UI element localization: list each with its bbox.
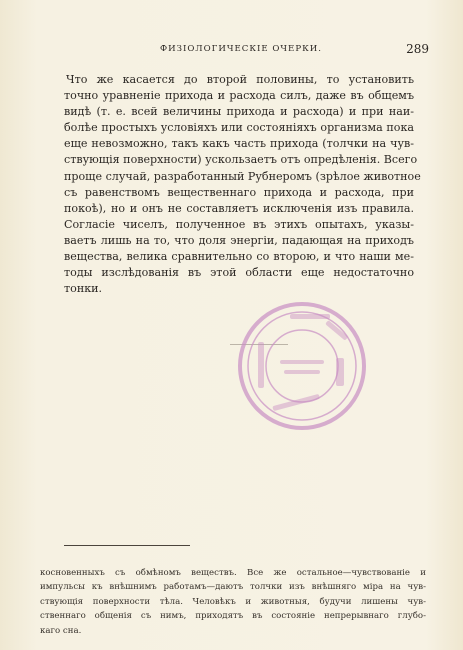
text-line: точно уравненіе прихода и расхода силъ, даже въ общемъ — [64, 89, 414, 103]
text-line: съ равенствомъ вещественнаго прихода и расхода, при — [64, 185, 414, 199]
running-title: ФИЗІОЛОГИЧЕСКІЕ ОЧЕРКИ. — [160, 44, 322, 54]
footnote-line: ствующія поверхности тѣла. Человѣкъ и животныя, будучи лишены чув- — [40, 596, 426, 607]
text-line: тонки. — [64, 282, 103, 296]
footnote-line: импульсы къ внѣшнимъ работамъ—даютъ толчки изъ внѣшняго міра на чув- — [40, 582, 426, 593]
text-line: Что же касается до второй половины, то установить — [66, 73, 414, 86]
text-line: покоѣ), но и онъ не составляетъ исключенія изъ правила. — [64, 201, 414, 215]
text-line: тоды изслѣдованія въ этой области еще недостаточно — [64, 266, 414, 280]
text-line: еще невозможно, такъ какъ часть прихода (толчки на чув- — [64, 137, 414, 151]
text-line: видѣ (т. е. всей величины прихода и расхода) и при наи- — [64, 105, 414, 119]
text-line: вещества, велика сравнительно со второю, и что наши ме- — [64, 250, 414, 264]
page-header — [56, 42, 429, 58]
text-line: болѣе простыхъ условіяхъ или состояніяхъ организма пока — [64, 121, 414, 135]
text-line: ваетъ лишь на то, что доля энергіи, падающая на приходъ — [64, 233, 414, 247]
footnote — [40, 566, 426, 638]
text-line: проще случай, разработанный Рубнеромъ (зрѣлое животное — [64, 169, 421, 183]
library-stamp-icon — [232, 296, 372, 436]
footnote-line: косновенныхъ съ обмѣномъ веществъ. Все же остальное—чувствованіе и — [40, 568, 426, 578]
footnote-line: каго сна. — [40, 625, 82, 636]
footnote-rule — [64, 545, 190, 546]
main-paragraph — [64, 72, 421, 297]
footnote-line: ственнаго общенія съ нимъ, приходятъ въ состояніе непрерывнаго глубо- — [40, 611, 426, 622]
text-line: Согласіе чиселъ, полученное въ этихъ опытахъ, указы- — [64, 217, 414, 231]
text-line: ствующія поверхности) ускользаетъ отъ опредѣленія. Всего — [64, 153, 418, 167]
page-number: 289 — [406, 42, 429, 56]
